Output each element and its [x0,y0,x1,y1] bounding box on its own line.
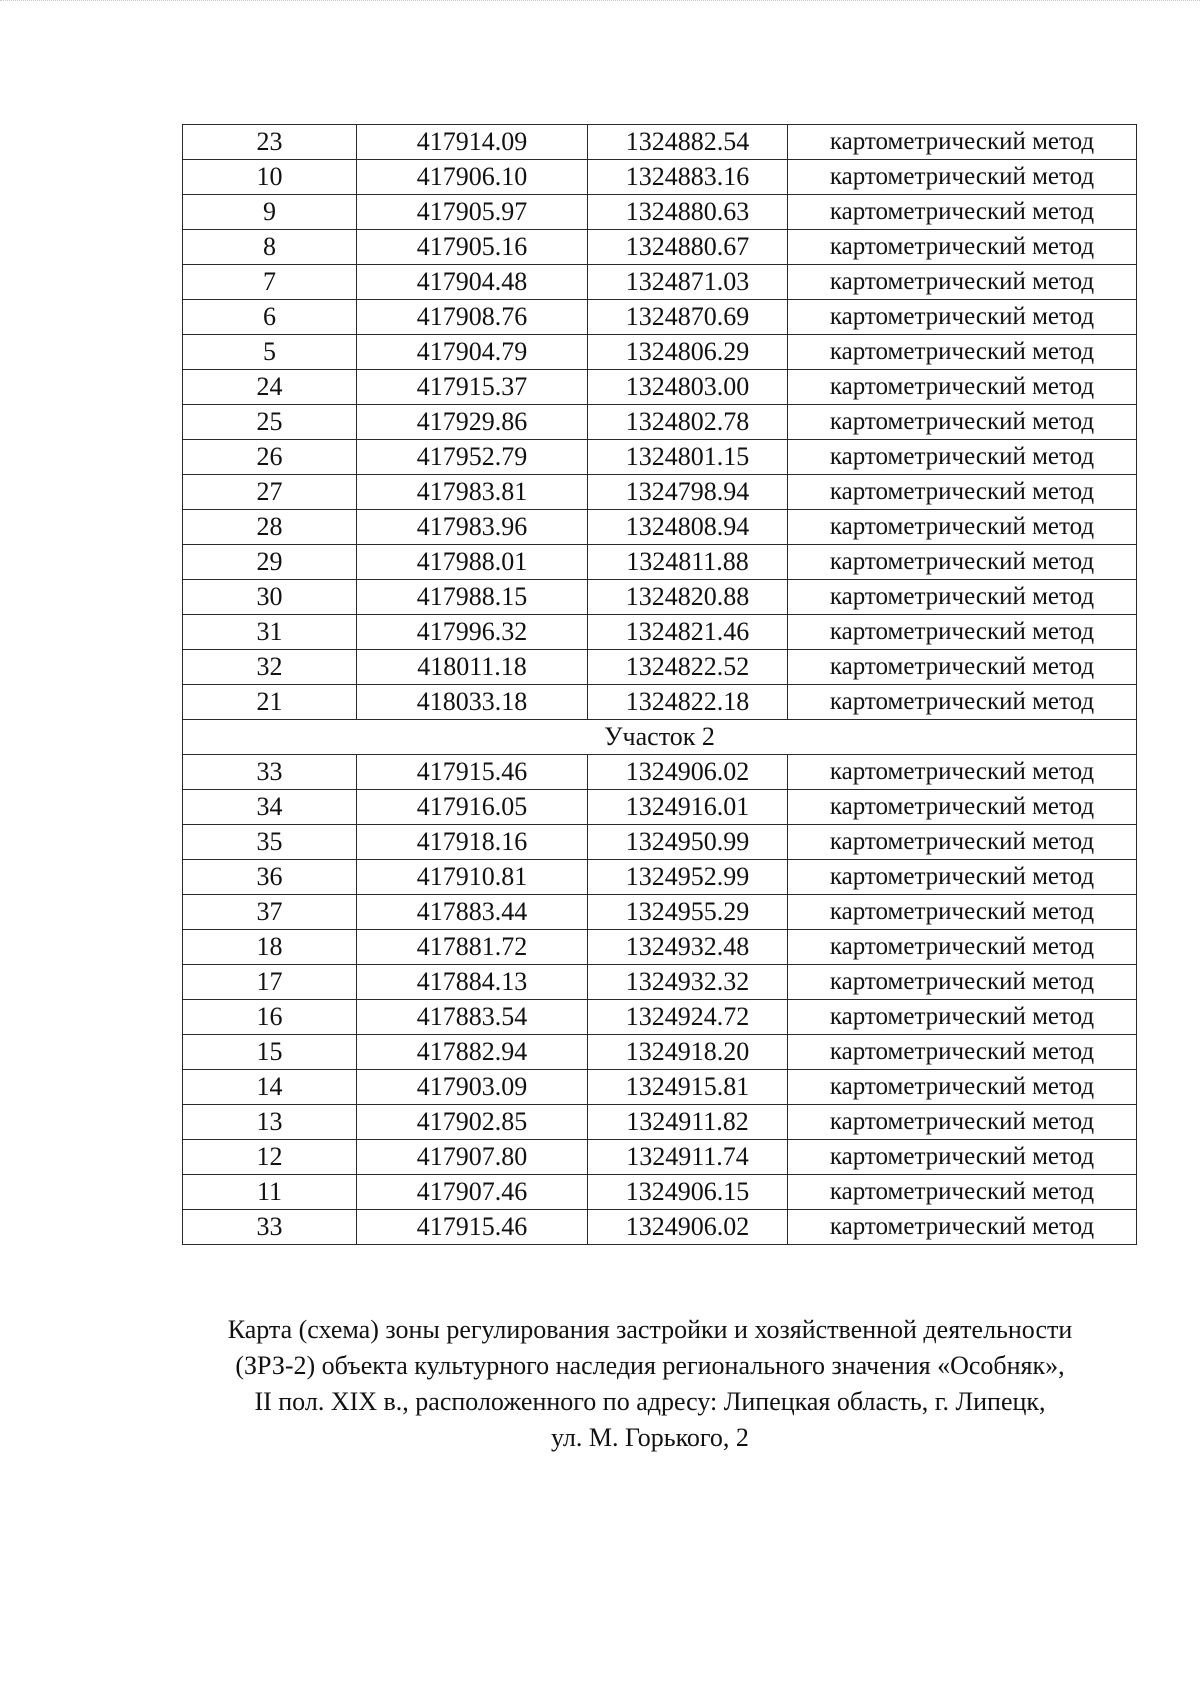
method: картометрический метод [788,1210,1137,1245]
y-coordinate: 1324950.99 [588,825,788,860]
point-number: 10 [183,160,357,195]
y-coordinate: 1324906.02 [588,1210,788,1245]
y-coordinate: 1324882.54 [588,125,788,160]
y-coordinate: 1324798.94 [588,475,788,510]
y-coordinate: 1324821.46 [588,615,788,650]
table-row [183,510,1137,545]
x-coordinate: 417905.16 [357,230,588,265]
table-row [183,545,1137,580]
point-number: 33 [183,1210,357,1245]
y-coordinate: 1324801.15 [588,440,788,475]
method: картометрический метод [788,440,1137,475]
x-coordinate: 417903.09 [357,1070,588,1105]
point-number: 14 [183,1070,357,1105]
x-coordinate: 417905.97 [357,195,588,230]
y-coordinate: 1324906.02 [588,755,788,790]
y-coordinate: 1324955.29 [588,895,788,930]
table-row [183,755,1137,790]
x-coordinate: 417908.76 [357,300,588,335]
point-number: 17 [183,965,357,1000]
point-number: 11 [183,1175,357,1210]
point-number: 16 [183,1000,357,1035]
x-coordinate: 417881.72 [357,930,588,965]
x-coordinate: 417983.81 [357,475,588,510]
table-row [183,790,1137,825]
y-coordinate: 1324918.20 [588,1035,788,1070]
method: картометрический метод [788,230,1137,265]
y-coordinate: 1324911.74 [588,1140,788,1175]
table-row [183,1210,1137,1245]
table-row [183,965,1137,1000]
y-coordinate: 1324806.29 [588,335,788,370]
table-row [183,195,1137,230]
y-coordinate: 1324952.99 [588,860,788,895]
method: картометрический метод [788,615,1137,650]
x-coordinate: 418033.18 [357,685,588,720]
method: картометрический метод [788,335,1137,370]
method: картометрический метод [788,545,1137,580]
point-number: 6 [183,300,357,335]
table-row [183,370,1137,405]
point-number: 9 [183,195,357,230]
method: картометрический метод [788,265,1137,300]
x-coordinate: 417883.54 [357,1000,588,1035]
x-coordinate: 417910.81 [357,860,588,895]
method: картометрический метод [788,965,1137,1000]
point-number: 28 [183,510,357,545]
point-number: 27 [183,475,357,510]
point-number: 24 [183,370,357,405]
caption-line: ул. М. Горького, 2 [551,1423,749,1452]
y-coordinate: 1324880.63 [588,195,788,230]
table-row [183,125,1137,160]
table-row [183,160,1137,195]
table-row [183,930,1137,965]
table-row [183,1070,1137,1105]
y-coordinate: 1324932.48 [588,930,788,965]
table-row [183,300,1137,335]
y-coordinate: 1324906.15 [588,1175,788,1210]
point-number: 25 [183,405,357,440]
point-number: 15 [183,1035,357,1070]
method: картометрический метод [788,1000,1137,1035]
x-coordinate: 417904.79 [357,335,588,370]
table-row [183,1035,1137,1070]
point-number: 30 [183,580,357,615]
method: картометрический метод [788,160,1137,195]
method: картометрический метод [788,370,1137,405]
table-row [183,860,1137,895]
method: картометрический метод [788,475,1137,510]
method: картометрический метод [788,195,1137,230]
caption-line: Карта (схема) зоны регулирования застройки и хозяйственной деятельности [227,1315,1073,1344]
coordinates-table-body [183,125,1137,1245]
table-row [183,405,1137,440]
table-row [183,825,1137,860]
table-row [183,1000,1137,1035]
y-coordinate: 1324820.88 [588,580,788,615]
y-coordinate: 1324915.81 [588,1070,788,1105]
table-row [183,615,1137,650]
point-number: 7 [183,265,357,300]
x-coordinate: 417907.46 [357,1175,588,1210]
caption-line: (ЗРЗ-2) объекта культурного наследия регионального значения «Особняк», [235,1351,1065,1380]
table-row [183,1140,1137,1175]
y-coordinate: 1324932.32 [588,965,788,1000]
point-number: 32 [183,650,357,685]
point-number: 12 [183,1140,357,1175]
y-coordinate: 1324870.69 [588,300,788,335]
method: картометрический метод [788,125,1137,160]
table-row [183,895,1137,930]
point-number: 13 [183,1105,357,1140]
method: картометрический метод [788,405,1137,440]
table-row [183,475,1137,510]
x-coordinate: 417996.32 [357,615,588,650]
method: картометрический метод [788,895,1137,930]
x-coordinate: 417988.15 [357,580,588,615]
y-coordinate: 1324871.03 [588,265,788,300]
x-coordinate: 417907.80 [357,1140,588,1175]
y-coordinate: 1324822.52 [588,650,788,685]
method: картометрический метод [788,685,1137,720]
y-coordinate: 1324880.67 [588,230,788,265]
method: картометрический метод [788,860,1137,895]
method: картометрический метод [788,300,1137,335]
table-row [183,230,1137,265]
y-coordinate: 1324916.01 [588,790,788,825]
method: картометрический метод [788,1140,1137,1175]
x-coordinate: 417904.48 [357,265,588,300]
y-coordinate: 1324883.16 [588,160,788,195]
table-row [183,580,1137,615]
point-number: 34 [183,790,357,825]
y-coordinate: 1324822.18 [588,685,788,720]
method: картометрический метод [788,580,1137,615]
caption-line: II пол. XIX в., расположенного по адресу: Липецкая область, г. Липецк, [254,1387,1046,1416]
y-coordinate: 1324803.00 [588,370,788,405]
x-coordinate: 417883.44 [357,895,588,930]
x-coordinate: 417915.46 [357,1210,588,1245]
y-coordinate: 1324808.94 [588,510,788,545]
x-coordinate: 417914.09 [357,125,588,160]
method: картометрический метод [788,825,1137,860]
table-row [183,1175,1137,1210]
method: картометрический метод [788,1035,1137,1070]
point-number: 18 [183,930,357,965]
x-coordinate: 417884.13 [357,965,588,1000]
point-number: 26 [183,440,357,475]
table-row [183,1105,1137,1140]
point-number: 5 [183,335,357,370]
section-heading-row [183,720,1137,755]
y-coordinate: 1324802.78 [588,405,788,440]
point-number: 21 [183,685,357,720]
x-coordinate: 417882.94 [357,1035,588,1070]
method: картометрический метод [788,1070,1137,1105]
y-coordinate: 1324911.82 [588,1105,788,1140]
y-coordinate: 1324811.88 [588,545,788,580]
x-coordinate: 417915.46 [357,755,588,790]
table-row [183,335,1137,370]
point-number: 23 [183,125,357,160]
point-number: 33 [183,755,357,790]
x-coordinate: 417902.85 [357,1105,588,1140]
coordinates-table [182,124,1137,1245]
section-title: Участок 2 [183,720,1137,755]
y-coordinate: 1324924.72 [588,1000,788,1035]
table-row [183,685,1137,720]
x-coordinate: 417915.37 [357,370,588,405]
point-number: 36 [183,860,357,895]
point-number: 35 [183,825,357,860]
point-number: 31 [183,615,357,650]
point-number: 29 [183,545,357,580]
method: картометрический метод [788,1105,1137,1140]
table-row [183,650,1137,685]
method: картометрический метод [788,930,1137,965]
method: картометрический метод [788,755,1137,790]
x-coordinate: 417952.79 [357,440,588,475]
table-row [183,440,1137,475]
x-coordinate: 418011.18 [357,650,588,685]
x-coordinate: 417916.05 [357,790,588,825]
x-coordinate: 417906.10 [357,160,588,195]
point-number: 8 [183,230,357,265]
method: картометрический метод [788,1175,1137,1210]
method: картометрический метод [788,650,1137,685]
x-coordinate: 417983.96 [357,510,588,545]
method: картометрический метод [788,790,1137,825]
point-number: 37 [183,895,357,930]
x-coordinate: 417929.86 [357,405,588,440]
x-coordinate: 417988.01 [357,545,588,580]
scan-edge [0,0,1200,14]
table-row [183,265,1137,300]
x-coordinate: 417918.16 [357,825,588,860]
map-caption [150,1312,1150,1456]
method: картометрический метод [788,510,1137,545]
